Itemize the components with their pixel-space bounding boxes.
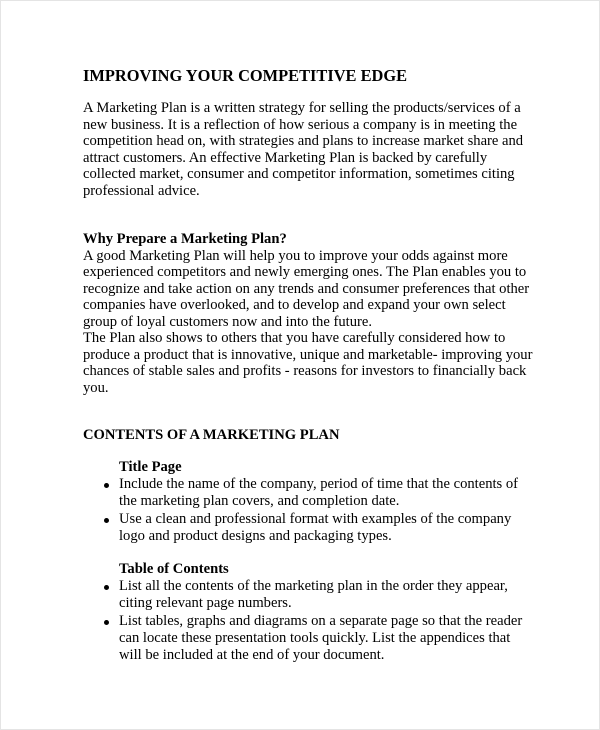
text-line: A Marketing Plan is a written strategy for selling the products/services of a [83,100,521,116]
list-item [119,511,518,546]
text-line: The Plan also shows to others that you have carefully considered how to [83,330,506,346]
text-line: collected market, consumer and competitor information, sometimes citing [83,166,515,182]
text-line: professional advice. [83,182,200,199]
text-line: A good Marketing Plan will help you to improve your odds against more [83,247,508,264]
text-line: will be included at the end of your document. [119,647,385,664]
title-page-list [119,476,518,545]
text-line: recognize and take action on any trends and consumer preferences that other [83,280,530,297]
text-line: chances of stable sales and profits - reasons for investors to financially back [83,363,527,379]
section-title-page: Title Page [119,459,182,475]
text-line: competition head on, with strategies and plans to increase market share and [83,133,524,149]
why-section [83,231,532,396]
list-item [119,613,522,665]
text-line: citing relevant page numbers. [119,595,292,612]
contents-heading: CONTENTS OF A MARKETING PLAN [83,427,340,443]
text-line: the marketing plan covers, and completion date. [119,493,400,510]
text-line: you. [83,379,109,396]
why-heading: Why Prepare a Marketing Plan? [83,231,287,247]
text-line: companies have overlooked, and to develop and expand your own select [83,297,506,313]
table-of-contents-list [119,578,522,664]
intro-paragraph [83,100,523,199]
document-title: IMPROVING YOUR COMPETITIVE EDGE [83,66,408,85]
list-item [119,578,522,613]
text-line: experienced competitors and newly emerging ones. The Plan enables you to [83,264,527,280]
text-line: produce a product that is innovative, unique and marketable- improving your [83,346,533,363]
text-line: new business. It is a reflection of how serious a company is in meeting the [83,116,518,133]
text-line: group of loyal customers now and into the future. [83,313,372,330]
text-line: Use a clean and professional format with examples of the company [119,510,512,527]
text-line: List tables, graphs and diagrams on a separate page so that the reader [119,612,523,629]
list-item [119,476,518,511]
section-table-of-contents: Table of Contents [119,561,229,577]
text-line: attract customers. An effective Marketing Plan is backed by carefully [83,149,488,166]
text-line: Include the name of the company, period of time that the contents of [119,476,519,492]
text-line: List all the contents of the marketing plan in the order they appear, [119,578,508,594]
text-line: logo and product designs and packaging types. [119,527,392,544]
text-line: can locate these presentation tools quickly. List the appendices that [119,629,511,646]
